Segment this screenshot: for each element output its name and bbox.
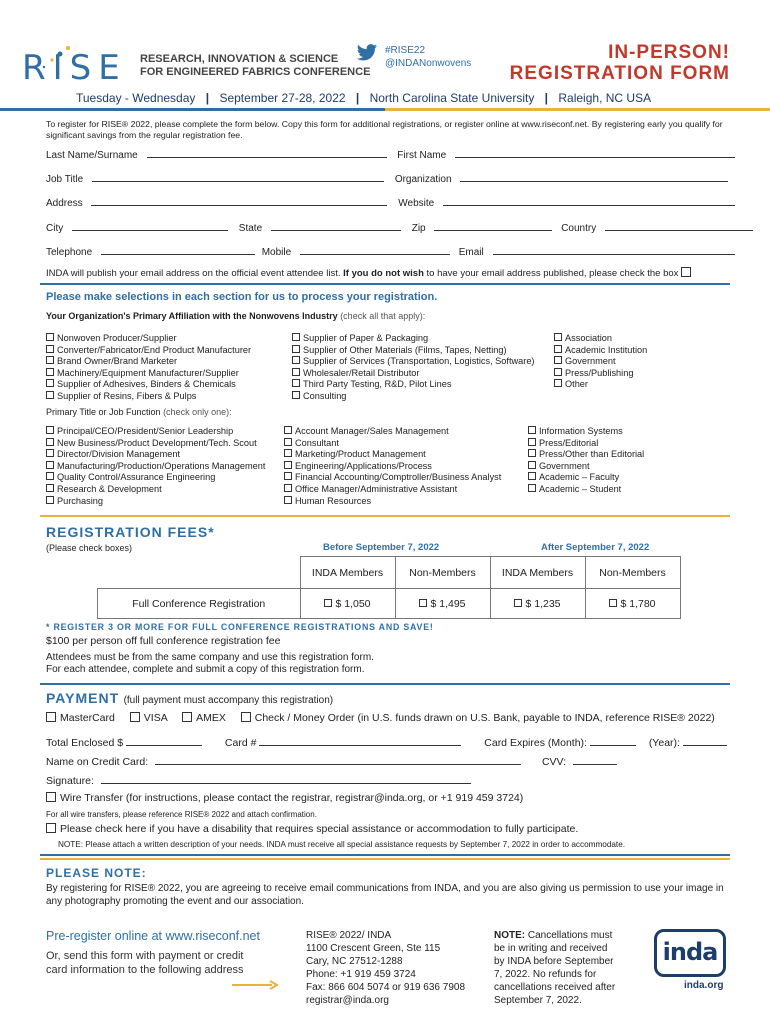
fee-cell-2[interactable] — [395, 589, 490, 619]
fees-row-label: Full Conference Registration — [98, 589, 301, 619]
job-function-heading-text: Primary Title or Job Function — [46, 407, 161, 417]
form-title — [510, 42, 730, 84]
intro-text: To register for RISE® 2022, please complete the form below. Copy this form for additional registrations, or register online at www.riseconf.net. By registering early you qualify for significant savings from the regular registration fee. — [46, 119, 723, 140]
job-function-checkbox[interactable] — [46, 438, 54, 446]
cancel-line-5: September 7, 2022. — [494, 995, 582, 1006]
send-instructions — [46, 949, 244, 977]
affiliation-checkbox[interactable] — [554, 333, 562, 341]
job-function-checkbox[interactable] — [528, 426, 536, 434]
section-divider-1 — [40, 283, 730, 285]
job-function-checkbox[interactable] — [528, 461, 536, 469]
affiliation-option[interactable] — [292, 345, 535, 357]
disability-checkbox[interactable] — [46, 823, 56, 833]
disability-note: NOTE: Please attach a written description of your needs. INDA must receive all special assistance requests by September 7, 2022 in order to accommodate. — [58, 840, 626, 849]
job-function-option-label: Research & Development — [57, 483, 162, 494]
address-line: registrar@inda.org — [306, 995, 389, 1006]
check-label: Check / Money Order (in U.S. funds drawn on U.S. Bank, payable to INDA, reference RISE® 2022) — [254, 712, 715, 724]
payment-heading-row — [46, 690, 333, 708]
email-notice — [46, 267, 695, 279]
affiliation-option-label: Supplier of Resins, Fibers & Pulps — [57, 390, 197, 401]
affiliation-option-label: Supplier of Services (Transportation, Logistics, Software) — [303, 356, 535, 367]
fees-table — [97, 556, 681, 619]
address-label: Address — [46, 198, 83, 209]
mailing-address — [306, 929, 465, 1007]
check-checkbox[interactable] — [241, 712, 251, 722]
address-line: Fax: 866 604 5074 or 919 636 7908 — [306, 982, 466, 993]
expires-label: Card Expires (Month): — [484, 737, 587, 749]
section-divider-3 — [40, 683, 730, 685]
job-function-option-label: Account Manager/Sales Management — [295, 426, 449, 436]
address-line: 1100 Crescent Green, Ste 115 — [306, 943, 441, 954]
arrow-icon — [232, 977, 278, 987]
job-function-option-label: Human Resources — [295, 495, 372, 506]
country-field[interactable] — [605, 221, 753, 231]
affiliation-option[interactable] — [554, 345, 647, 357]
cvv-label: CVV: — [541, 756, 567, 768]
zip-field[interactable] — [434, 221, 552, 231]
inda-url[interactable]: inda.org — [684, 980, 724, 991]
fee-cell-3[interactable] — [490, 589, 585, 619]
affiliation-checkbox[interactable] — [46, 333, 54, 341]
affiliation-checkbox[interactable] — [292, 345, 300, 353]
job-function-option[interactable] — [528, 438, 644, 450]
job-col-3 — [528, 426, 644, 496]
payment-note: (full payment must accompany this registration) — [123, 695, 334, 706]
job-function-checkbox[interactable] — [46, 426, 54, 434]
affiliation-option-label: Nonwoven Producer/Supplier — [57, 333, 177, 343]
fees-attendees — [46, 652, 374, 676]
affiliation-option-label: Brand Owner/Brand Marketer — [57, 356, 177, 367]
send-1: Or, send this form with payment or credit — [46, 950, 244, 962]
job-function-option[interactable] — [46, 461, 265, 473]
affiliation-option[interactable] — [554, 356, 647, 368]
fee-cell-1[interactable] — [300, 589, 395, 619]
job-function-option[interactable] — [284, 449, 501, 461]
job-col-1 — [46, 426, 265, 507]
city-label: City — [46, 223, 64, 234]
fee-price: $ 1,780 — [620, 597, 656, 610]
zip-label: Zip — [411, 223, 426, 234]
job-function-option-label: Office Manager/Administrative Assistant — [295, 483, 458, 494]
state-label: State — [238, 223, 263, 234]
amex-label: AMEX — [196, 712, 226, 724]
job-function-option[interactable] — [284, 472, 501, 484]
fee-cell-4[interactable] — [585, 589, 680, 619]
fees-promo-detail: $100 per person off full conference registration fee — [46, 635, 281, 647]
disability-label: Please check here if you have a disability that requires special assistance or accommodation to fully participate. — [60, 823, 579, 835]
sep-1: | — [205, 91, 210, 105]
job-function-checkbox[interactable] — [528, 449, 536, 457]
inda-logo — [654, 929, 726, 977]
mastercard-label: MasterCard — [60, 712, 115, 724]
fee-price: $ 1,235 — [525, 597, 561, 610]
affiliation-option-label: Press/Publishing — [565, 367, 634, 378]
job-function-checkbox[interactable] — [528, 472, 536, 480]
job-function-checkbox[interactable] — [284, 484, 292, 492]
mobile-field[interactable] — [300, 245, 450, 255]
job-function-checkbox[interactable] — [528, 484, 536, 492]
job-function-option[interactable] — [46, 449, 265, 461]
job-function-option-label: Purchasing — [57, 495, 103, 506]
job-function-option[interactable] — [528, 461, 644, 473]
last-name-field[interactable] — [147, 148, 387, 158]
payment-heading: PAYMENT — [46, 690, 120, 706]
affiliation-checkbox[interactable] — [46, 368, 54, 376]
job-function-checkbox[interactable] — [284, 449, 292, 457]
job-function-option-label: Quality Control/Assurance Engineering — [57, 472, 216, 483]
affiliation-col-2 — [292, 333, 535, 403]
affiliation-option[interactable] — [292, 391, 535, 403]
job-function-option-label: Manufacturing/Production/Operations Management — [57, 460, 266, 471]
job-function-option-label: Academic – Student — [539, 483, 622, 494]
job-function-option-label: Academic – Faculty — [539, 472, 620, 483]
wire-checkbox[interactable] — [46, 792, 56, 802]
job-function-option[interactable] — [528, 426, 644, 438]
affiliation-option[interactable] — [292, 368, 535, 380]
job-function-option[interactable] — [46, 426, 265, 438]
affiliation-option[interactable] — [46, 356, 251, 368]
affiliation-checkbox[interactable] — [292, 391, 300, 399]
fee-checkbox[interactable] — [419, 599, 427, 607]
affiliation-checkbox[interactable] — [554, 356, 562, 364]
twitter-handle[interactable]: @INDANonwovens — [385, 58, 472, 69]
job-function-checkbox[interactable] — [46, 472, 54, 480]
logo-tagline-1: RESEARCH, INNOVATION & SCIENCE — [140, 53, 339, 65]
job-col-2 — [284, 426, 501, 507]
row-phone — [46, 245, 735, 258]
job-function-option-label: Marketing/Product Management — [295, 449, 426, 460]
sep-3: | — [544, 91, 549, 105]
address-line: RISE® 2022/ INDA — [306, 930, 392, 941]
job-function-option-label: Engineering/Applications/Process — [295, 460, 432, 471]
cvv-field[interactable] — [573, 755, 617, 765]
affiliation-checkbox[interactable] — [554, 379, 562, 387]
wire-row — [46, 792, 523, 804]
job-function-checkbox[interactable] — [284, 472, 292, 480]
affiliation-option-label: Converter/Fabricator/End Product Manufacturer — [57, 344, 252, 355]
job-function-option-label: Government — [539, 460, 590, 471]
address-line: Cary, NC 27512-1288 — [306, 956, 403, 967]
affiliation-option-label: Third Party Testing, R&D, Pilot Lines — [303, 379, 452, 390]
affiliation-col-3 — [554, 333, 647, 391]
job-title-label: Job Title — [46, 174, 84, 185]
fee-checkbox[interactable] — [609, 599, 617, 607]
fees-after: After September 7, 2022 — [541, 542, 650, 553]
name-on-card-label: Name on Credit Card: — [46, 756, 149, 768]
affiliation-option-label: Government — [565, 356, 616, 367]
job-function-checkbox[interactable] — [46, 496, 54, 504]
first-name-label: First Name — [397, 150, 447, 161]
section-divider-2 — [40, 515, 730, 517]
fees-subheading: (Please check boxes) — [46, 543, 133, 553]
mobile-label: Mobile — [261, 247, 292, 258]
affiliation-checkbox[interactable] — [554, 368, 562, 376]
cancel-line-3: 7, 2022. No refunds for — [494, 969, 597, 980]
job-function-option[interactable] — [284, 496, 501, 508]
affiliation-col-1 — [46, 333, 251, 403]
payment-row-1 — [46, 736, 727, 749]
job-function-option-label: Director/Division Management — [57, 449, 181, 460]
payment-row-3 — [46, 774, 471, 787]
affiliation-option[interactable] — [292, 333, 535, 345]
affiliation-option-label: Supplier of Adhesives, Binders & Chemicals — [57, 379, 236, 390]
payment-row-2 — [46, 755, 617, 768]
row-name — [46, 148, 735, 161]
attendees-1: Attendees must be from the same company and use this registration form. — [46, 652, 374, 663]
job-function-option[interactable] — [528, 472, 644, 484]
affiliation-option-label: Supplier of Paper & Packaging — [303, 333, 429, 343]
affiliation-option-label: Wholesaler/Retail Distributor — [303, 367, 420, 378]
affiliation-option-label: Other — [565, 379, 588, 390]
fee-checkbox[interactable] — [514, 599, 522, 607]
cancel-line-0: Cancellations must — [527, 930, 613, 941]
affiliation-option[interactable] — [292, 379, 535, 391]
job-function-option[interactable] — [284, 426, 501, 438]
job-function-checkbox[interactable] — [46, 484, 54, 492]
last-name-label: Last Name/Surname — [46, 150, 138, 161]
affiliation-option[interactable] — [46, 345, 251, 357]
card-label: Card # — [224, 737, 257, 749]
job-function-option[interactable] — [284, 484, 501, 496]
row-city — [46, 221, 753, 234]
section-divider-5 — [40, 858, 730, 860]
cancel-line-1: be in writing and received — [494, 943, 608, 954]
expires-year-field[interactable] — [683, 736, 727, 746]
fees-col-4: Non-Members — [585, 557, 680, 589]
email-notice-3: to have your email address published, please check the box — [426, 268, 679, 279]
affiliation-option-label: Association — [565, 333, 612, 343]
header-divider — [0, 108, 770, 111]
first-name-field[interactable] — [455, 148, 735, 158]
affiliation-option-label: Academic Institution — [565, 344, 648, 355]
mastercard-checkbox[interactable] — [46, 712, 56, 722]
rise-wordmark: RISE — [22, 48, 127, 88]
rise-logo — [22, 38, 132, 88]
job-function-checkbox[interactable] — [46, 449, 54, 457]
logo-tagline-2: FOR ENGINEERED FABRICS CONFERENCE — [140, 66, 371, 78]
job-function-option[interactable] — [528, 449, 644, 461]
inda-logo-text: inda — [662, 938, 718, 966]
job-function-option[interactable] — [46, 438, 265, 450]
cancel-line-4: cancellations received after — [494, 982, 616, 993]
signature-label: Signature: — [46, 775, 94, 787]
telephone-label: Telephone — [46, 247, 93, 258]
email-notice-1: INDA will publish your email address on the official event attendee list. — [46, 268, 341, 279]
job-function-option-label: Principal/CEO/President/Senior Leadership — [57, 426, 234, 436]
fees-before: Before September 7, 2022 — [323, 542, 440, 553]
visa-checkbox[interactable] — [130, 712, 140, 722]
job-function-checkbox[interactable] — [284, 496, 292, 504]
affiliation-heading — [46, 311, 425, 321]
twitter-icon — [356, 43, 378, 63]
email-notice-2: If you do not wish — [343, 268, 424, 279]
social-handles — [385, 44, 471, 70]
total-label: Total Enclosed $ — [46, 737, 124, 749]
affiliation-checkbox[interactable] — [46, 345, 54, 353]
selections-heading: Please make selections in each section for us to process your registration. — [46, 291, 438, 303]
total-field[interactable] — [126, 736, 202, 746]
affiliation-checkbox[interactable] — [46, 379, 54, 387]
organization-field[interactable] — [460, 172, 728, 182]
website-label: Website — [398, 198, 435, 209]
fees-col-1: INDA Members — [300, 557, 395, 589]
wire-label: Wire Transfer (for instructions, please contact the registrar, registrar@inda.org, or +1 919 459 3724) — [60, 792, 524, 804]
row-address — [46, 196, 735, 209]
please-note-text: By registering for RISE® 2022, you are agreeing to receive email communications from INDA, and you are also giving us permission to use your image in any photography promoting the event and our association. — [46, 883, 724, 907]
job-function-option-label: Consultant — [295, 437, 339, 448]
affiliation-option[interactable] — [292, 356, 535, 368]
event-info — [76, 91, 651, 105]
affiliation-checkbox[interactable] — [292, 379, 300, 387]
fees-promo: * REGISTER 3 OR MORE FOR FULL CONFERENCE REGISTRATIONS AND SAVE! — [46, 622, 434, 632]
affiliation-option[interactable] — [46, 368, 251, 380]
expires-month-field[interactable] — [590, 736, 636, 746]
event-days: Tuesday - Wednesday — [76, 91, 196, 105]
job-function-checkbox[interactable] — [46, 461, 54, 469]
affiliation-option[interactable] — [554, 368, 647, 380]
fees-corner — [98, 557, 301, 589]
signature-field[interactable] — [101, 774, 471, 784]
name-on-card-field[interactable] — [155, 755, 521, 765]
event-venue: North Carolina State University — [369, 91, 535, 105]
fee-price: $ 1,495 — [430, 597, 466, 610]
affiliation-heading-text: Your Organization's Primary Affiliation with the Nonwovens Industry — [46, 311, 338, 321]
affiliation-option-label: Consulting — [303, 390, 347, 401]
job-function-checkbox[interactable] — [528, 438, 536, 446]
affiliation-hint: (check all that apply): — [340, 311, 426, 321]
fees-col-2: Non-Members — [395, 557, 490, 589]
logo-tagline — [140, 53, 370, 79]
cancel-bold: NOTE: — [494, 930, 526, 941]
website-field[interactable] — [443, 196, 735, 206]
state-field[interactable] — [271, 221, 401, 231]
affiliation-option[interactable] — [46, 379, 251, 391]
fees-col-3: INDA Members — [490, 557, 585, 589]
organization-label: Organization — [394, 174, 452, 185]
email-optout-checkbox[interactable] — [681, 267, 691, 277]
preregister-link[interactable]: Pre-register online at www.riseconf.net — [46, 929, 260, 943]
job-function-option-label: Financial Accounting/Comptroller/Business Analyst — [295, 472, 502, 483]
fees-heading: REGISTRATION FEES* — [46, 524, 215, 540]
affiliation-option[interactable] — [554, 333, 647, 345]
hashtag: #RISE22 — [385, 45, 426, 56]
job-function-checkbox[interactable] — [284, 426, 292, 434]
job-function-hint: (check only one): — [163, 407, 232, 417]
fee-checkbox[interactable] — [324, 599, 332, 607]
cancel-line-2: by INDA before September — [494, 956, 614, 967]
job-function-heading — [46, 407, 232, 417]
affiliation-checkbox[interactable] — [46, 391, 54, 399]
affiliation-option-label: Supplier of Other Materials (Films, Tapes, Netting) — [303, 344, 507, 355]
send-2: card information to the following address — [46, 964, 244, 976]
payment-options — [46, 712, 715, 724]
event-city: Raleigh, NC USA — [558, 91, 652, 105]
telephone-field[interactable] — [101, 245, 255, 255]
affiliation-option-label: Machinery/Equipment Manufacturer/Supplier — [57, 367, 239, 378]
affiliation-checkbox[interactable] — [292, 356, 300, 364]
row-job — [46, 172, 728, 185]
job-function-option-label: Press/Other than Editorial — [539, 449, 645, 460]
amex-checkbox[interactable] — [182, 712, 192, 722]
email-label: Email — [458, 247, 484, 258]
affiliation-checkbox[interactable] — [554, 345, 562, 353]
job-function-option-label: Information Systems — [539, 426, 623, 436]
job-function-option[interactable] — [528, 484, 644, 496]
job-function-option[interactable] — [46, 472, 265, 484]
disability-row — [46, 823, 578, 835]
wire-note: For all wire transfers, please reference RISE® 2022 and attach confirmation. — [46, 810, 317, 819]
job-function-option[interactable] — [46, 484, 265, 496]
attendees-2: For each attendee, complete and submit a copy of this registration form. — [46, 664, 365, 675]
job-function-checkbox[interactable] — [284, 461, 292, 469]
form-title-1: IN-PERSON! — [608, 42, 730, 63]
address-line: Phone: +1 919 459 3724 — [306, 969, 416, 980]
job-function-checkbox[interactable] — [284, 438, 292, 446]
sep-2: | — [355, 91, 360, 105]
cancellation-note — [494, 929, 615, 1007]
city-field[interactable] — [72, 221, 228, 231]
affiliation-checkbox[interactable] — [46, 356, 54, 364]
address-field[interactable] — [91, 196, 387, 206]
job-function-option-label: Press/Editorial — [539, 437, 599, 448]
job-function-option[interactable] — [284, 438, 501, 450]
affiliation-option[interactable] — [554, 379, 647, 391]
affiliation-option[interactable] — [46, 333, 251, 345]
job-title-field[interactable] — [92, 172, 384, 182]
form-title-2: REGISTRATION FORM — [509, 63, 730, 84]
section-divider-4 — [40, 854, 730, 856]
job-function-option[interactable] — [46, 496, 265, 508]
event-dates: September 27-28, 2022 — [219, 91, 346, 105]
country-label: Country — [561, 223, 597, 234]
please-note-heading: PLEASE NOTE: — [46, 866, 147, 880]
affiliation-checkbox[interactable] — [292, 333, 300, 341]
year-label: (Year): — [648, 737, 680, 749]
fee-price: $ 1,050 — [335, 597, 371, 610]
affiliation-option[interactable] — [46, 391, 251, 403]
affiliation-checkbox[interactable] — [292, 368, 300, 376]
card-field[interactable] — [259, 736, 461, 746]
visa-label: VISA — [143, 712, 168, 724]
email-field[interactable] — [493, 245, 735, 255]
job-function-option-label: New Business/Product Development/Tech. Scout — [57, 437, 257, 448]
job-function-option[interactable] — [284, 461, 501, 473]
